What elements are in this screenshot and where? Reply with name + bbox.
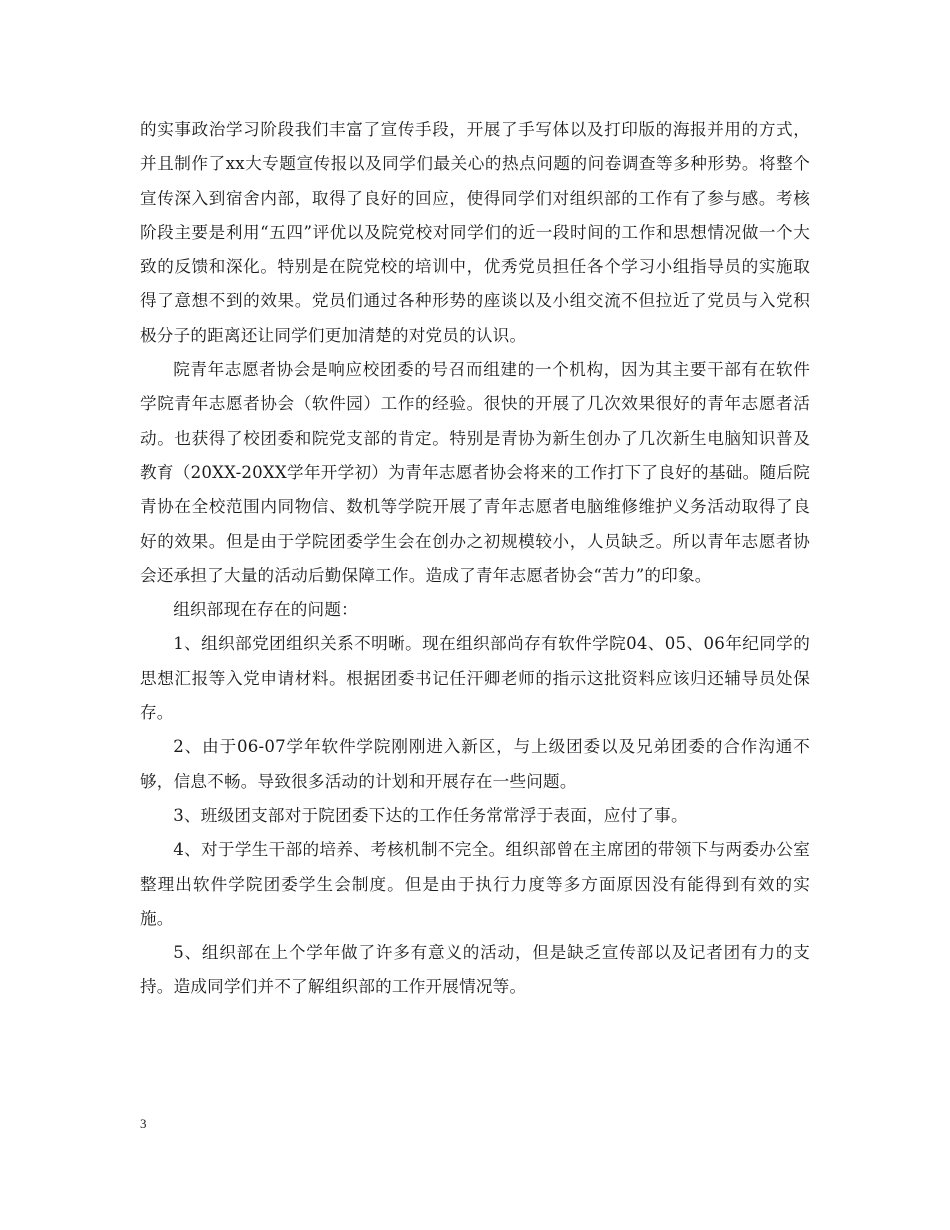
- paragraph-problems-heading: 组织部现在存在的问题：: [173, 600, 358, 620]
- document-body: [140, 113, 810, 1005]
- paragraph-problem-5: 5、组织部在上个学年做了许多有意义的活动，但是缺乏宣传部以及记者团有力的支持。造成同学们并不了解组织部的工作开展情况等。: [140, 943, 810, 997]
- paragraph-problem-1: 1、组织部党团组织关系不明晰。现在组织部尚存有软件学院04、05、06年纪同学的思想汇报等入党申请材料。根据团委书记任汗卿老师的指示这批资料应该归还辅导员处保存。: [140, 634, 810, 723]
- paragraph-volunteer-association: 院青年志愿者协会是响应校团委的号召而组建的一个机构，因为其主要干部有在软件学院青年志愿者协会（软件园）工作的经验。很快的开展了几次效果很好的青年志愿者活动。也获得了校团委和院党支部的肯定。特别是青协为新生创办了几次新生电脑知识普及教育（20XX-20XX学年开学初）为青年志愿者协会将来的工作打下了良好的基础。随后院青协在全校范围内同物信、数机等学院开展了青年志愿者电脑维修维护义务活动取得了良好的效果。但是由于学院团委学生会在创办之初规模较小，人员缺乏。所以青年志愿者协会还承担了大量的活动后勤保障工作。造成了青年志愿者协会“苦力”的印象。: [140, 360, 810, 585]
- paragraph-problem-3: 3、班级团支部对于院团委下达的工作任务常常浮于表面，应付了事。: [173, 805, 688, 825]
- paragraph-problem-4: 4、对于学生干部的培养、考核机制不完全。组织部曾在主席团的带领下与两委办公室整理出软件学院团委学生会制度。但是由于执行力度等多方面原因没有能得到有效的实施。: [140, 840, 810, 928]
- paragraph-problem-2: 2、由于06-07学年软件学院刚刚进入新区，与上级团委以及兄弟团委的合作沟通不够，信息不畅。导致很多活动的计划和开展存在一些问题。: [140, 737, 810, 791]
- page-number: 3: [140, 1116, 147, 1131]
- paragraph-continued-propaganda: 的实事政治学习阶段我们丰富了宣传手段，开展了手写体以及打印版的海报并用的方式，并且制作了xx大专题宣传报以及同学们最关心的热点问题的问卷调查等多种形势。将整个宣传深入到宿舍内部，取得了良好的回应，使得同学们对组织部的工作有了参与感。考核阶段主要是利用“五四”评优以及院党校对同学们的近一段时间的工作和思想情况做一个大致的反馈和深化。特别是在院党校的培训中，优秀党员担任各个学习小组指导员的实施取得了意想不到的效果。党员们通过各种形势的座谈以及小组交流不但拉近了党员与入党积极分子的距离还让同学们更加清楚的对党员的认识。: [140, 120, 810, 345]
